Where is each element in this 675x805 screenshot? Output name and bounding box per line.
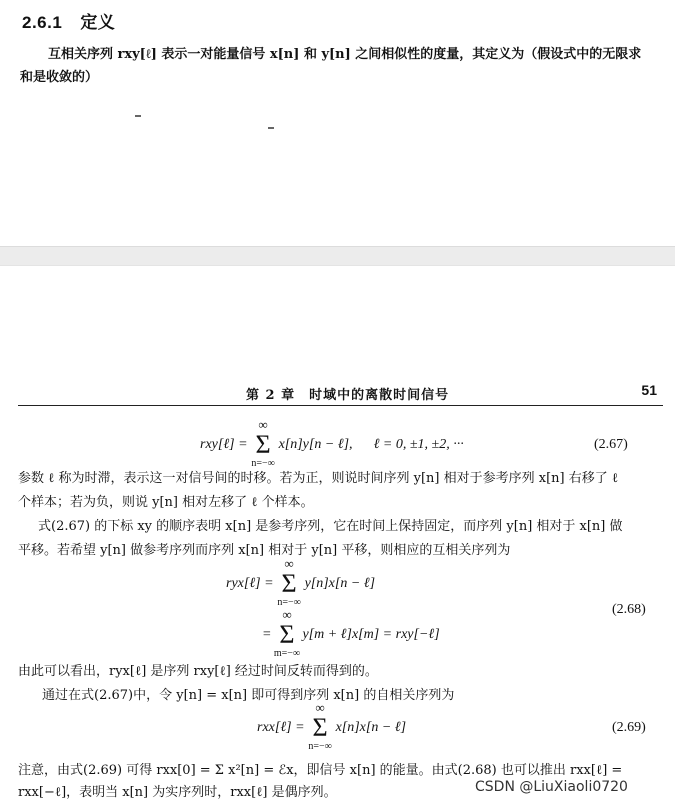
equation-2-68-row-1 — [226, 556, 376, 608]
chapter-title: 第 2 章 时域中的离散时间信号 — [246, 388, 450, 403]
equation-2-67 — [200, 417, 464, 469]
sum-lower-limit: n=−∞ — [277, 597, 301, 608]
note-line-1: 注意，由式(2.69) 可得 rxx[0] = Σ x²[n] = ℰx，即信号 x[n] 的能量。由式(2.68) 也可以推出 rxx[ℓ] = — [18, 763, 623, 778]
eq267-condition: ℓ = 0, ±1, ±2, ··· — [373, 437, 464, 453]
eq268-label: (2.68) — [612, 602, 646, 617]
summation-symbol: Σ ∞ n=−∞ — [251, 432, 275, 458]
page-number: 51 — [641, 382, 657, 398]
page-gap — [0, 246, 675, 266]
scan-speck — [135, 115, 141, 117]
section-number: 2.6.1 — [22, 13, 63, 32]
para1-line-2: 个样本；若为负，则说 y[n] 相对左移了 ℓ 个样本。 — [18, 495, 314, 510]
summation-symbol: Σ ∞ m=−∞ — [275, 622, 299, 648]
sum-lower-limit: m=−∞ — [273, 648, 301, 659]
eq268-row2-body: y[m + ℓ]x[m] = rxy[−ℓ] — [302, 627, 440, 643]
eq268-row1-body: y[n]x[n − ℓ] — [304, 576, 376, 592]
summation-symbol: Σ ∞ n=−∞ — [277, 571, 301, 597]
page-header — [18, 378, 663, 406]
sum-lower-limit: n=−∞ — [251, 458, 275, 469]
para1-line-1: 参数 ℓ 称为时滞，表示这一对信号间的时移。若为正，则说时间序列 y[n] 相对于参考序列 x[n] 右移了 ℓ — [18, 471, 619, 486]
equation-2-68-row-2 — [262, 607, 440, 659]
sum-upper-limit: ∞ — [315, 700, 325, 715]
equation-2-69 — [257, 700, 407, 752]
sum-lower-limit: n=−∞ — [308, 741, 332, 752]
eq267-label: (2.67) — [594, 437, 628, 452]
csdn-watermark: CSDN @LiuXiaoli0720 — [475, 779, 628, 795]
para2-line-2: 平移。若希望 y[n] 做参考序列而序列 x[n] 相对于 y[n] 平移，则相应的互相关序列为 — [18, 543, 511, 558]
sum-upper-limit: ∞ — [284, 556, 294, 571]
section-title: 定义 — [80, 13, 116, 32]
section-heading — [22, 8, 115, 33]
para2-line-1: 式(2.67) 的下标 xy 的顺序表明 x[n] 是参考序列，它在时间上保持固定，而序列 y[n] 相对于 x[n] 做 — [38, 519, 623, 534]
intro-line-2: 和是收敛的） — [20, 70, 99, 85]
para4: 通过在式(2.67)中，令 y[n] = x[n] 即可得到序列 x[n] 的自相关序列为 — [42, 688, 455, 703]
eq268-lhs: ryx[ℓ] = — [226, 576, 274, 592]
eq267-body: x[n]y[n − ℓ], — [278, 437, 353, 453]
scan-speck — [268, 127, 274, 129]
sum-upper-limit: ∞ — [282, 607, 292, 622]
eq267-lhs: rxy[ℓ] = — [200, 437, 248, 453]
eq269-label: (2.69) — [612, 720, 646, 735]
summation-symbol: Σ ∞ n=−∞ — [308, 715, 332, 741]
eq268-equals: = — [262, 627, 272, 643]
intro-line-1: 互相关序列 rxy[ℓ] 表示一对能量信号 x[n] 和 y[n] 之间相似性的度量，其定义为（假设式中的无限求 — [48, 47, 642, 62]
sum-upper-limit: ∞ — [258, 417, 268, 432]
eq269-body: x[n]x[n − ℓ] — [335, 720, 407, 736]
eq269-lhs: rxx[ℓ] = — [257, 720, 305, 736]
note-line-2: rxx[−ℓ]，表明当 x[n] 为实序列时，rxx[ℓ] 是偶序列。 — [18, 785, 337, 800]
para3: 由此可以看出，ryx[ℓ] 是序列 rxy[ℓ] 经过时间反转而得到的。 — [18, 664, 378, 679]
